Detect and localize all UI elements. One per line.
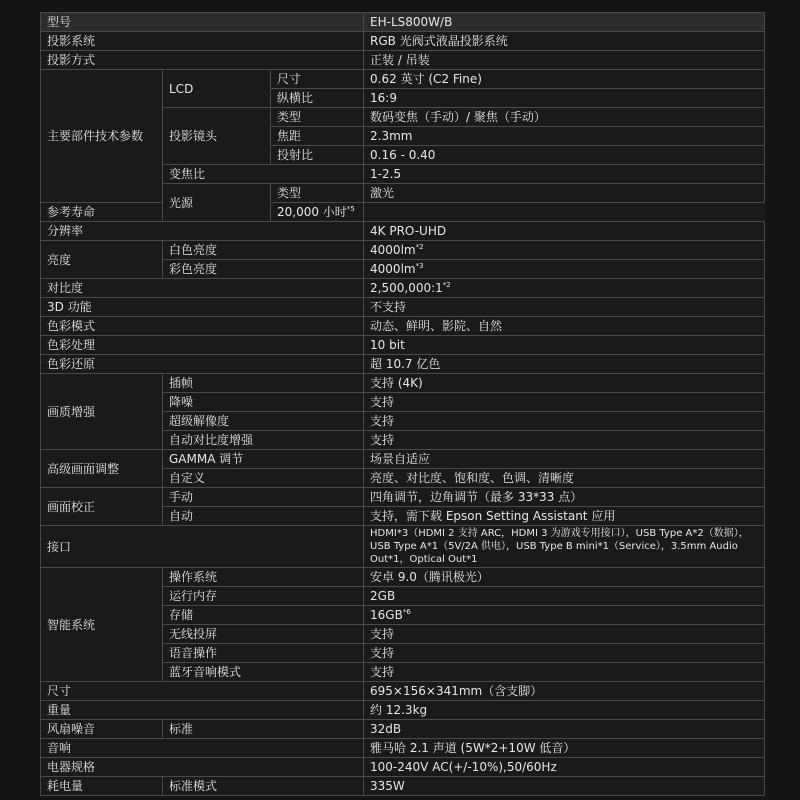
- table-cell: [41, 488, 163, 526]
- table-row: [41, 13, 765, 32]
- cell-text: 激光: [370, 186, 395, 200]
- table-cell: [41, 777, 163, 796]
- cell-text: 投影镜头: [169, 129, 218, 143]
- table-cell: [364, 108, 765, 127]
- table-cell: [41, 32, 364, 51]
- table-cell: [364, 450, 765, 469]
- table-cell: [364, 644, 765, 663]
- table-cell: [364, 625, 765, 644]
- cell-text: 存储: [169, 608, 194, 622]
- cell-text: 分辨率: [47, 224, 84, 238]
- cell-text: 约 12.3kg: [370, 703, 428, 717]
- cell-text: 画面校正: [47, 499, 96, 514]
- cell-text: 色彩处理: [47, 338, 96, 352]
- cell-text: 自定义: [169, 471, 206, 485]
- table-cell: [163, 374, 364, 393]
- table-cell: [364, 241, 765, 260]
- table-row: [41, 203, 765, 222]
- cell-text: GAMMA 调节: [169, 452, 244, 466]
- table-cell: [364, 127, 765, 146]
- cell-text: 变焦比: [169, 167, 206, 181]
- table-cell: [364, 374, 765, 393]
- table-cell: [163, 644, 364, 663]
- table-cell: [163, 469, 364, 488]
- table-row: [41, 279, 765, 298]
- table-cell: [364, 431, 765, 450]
- cell-text: 3D 功能: [47, 300, 92, 314]
- table-cell: [41, 355, 364, 374]
- table-cell: [41, 720, 163, 739]
- footnote-marker: *3: [415, 262, 424, 270]
- cell-text: 类型: [277, 110, 302, 124]
- cell-text: 超级解像度: [169, 414, 230, 428]
- cell-text: 场景自适应: [370, 452, 431, 466]
- cell-text: 16GB: [370, 608, 403, 622]
- cell-text: 支持: [370, 433, 395, 447]
- table-cell: [364, 70, 765, 89]
- cell-text: 16:9: [370, 91, 397, 105]
- cell-text: 20,000 小时: [277, 205, 347, 219]
- table-row: [41, 701, 765, 720]
- table-cell: [364, 184, 765, 203]
- cell-text: RGB 光阀式液晶投影系统: [370, 34, 508, 48]
- table-cell: [163, 431, 364, 450]
- table-row: [41, 241, 765, 260]
- table-cell: [271, 184, 364, 203]
- table-cell: [364, 701, 765, 720]
- footnote-marker: *5: [346, 205, 355, 213]
- cell-text: 335W: [370, 779, 405, 793]
- cell-text: 纵横比: [277, 91, 314, 105]
- cell-text: 主要部件技术参数: [47, 129, 144, 143]
- table-cell: [41, 739, 364, 758]
- cell-text: 自动对比度增强: [169, 433, 254, 447]
- table-cell: [364, 279, 765, 298]
- cell-text: 0.16 - 0.40: [370, 148, 436, 162]
- cell-text: 画质增强: [47, 404, 96, 419]
- table-row: [41, 317, 765, 336]
- table-cell: [364, 663, 765, 682]
- table-cell: [364, 355, 765, 374]
- cell-text: 尺寸: [277, 72, 302, 86]
- cell-text: 尺寸: [47, 684, 72, 698]
- table-cell: [41, 70, 163, 203]
- cell-text: 2,500,000:1: [370, 281, 443, 295]
- cell-text: 4000lm: [370, 262, 416, 276]
- table-cell: [271, 89, 364, 108]
- table-cell: [271, 127, 364, 146]
- table-cell: [271, 146, 364, 165]
- cell-text: 色彩模式: [47, 319, 96, 333]
- table-cell: [41, 317, 364, 336]
- cell-text: 4000lm: [370, 243, 416, 257]
- cell-text: 接口: [47, 539, 72, 554]
- cell-text: 投射比: [277, 148, 314, 162]
- table-cell: [41, 336, 364, 355]
- table-cell: [41, 568, 163, 682]
- cell-text: 正装 / 吊装: [370, 53, 430, 67]
- table-cell: [271, 70, 364, 89]
- table-cell: [41, 450, 163, 488]
- cell-text: 动态、鲜明、影院、自然: [370, 319, 503, 333]
- table-cell: [364, 51, 765, 70]
- table-cell: [364, 507, 765, 526]
- table-cell: [364, 568, 765, 587]
- cell-text: 支持，需下载 Epson Setting Assistant 应用: [370, 509, 616, 523]
- table-cell: [163, 777, 364, 796]
- table-cell: [163, 720, 364, 739]
- table-row: [41, 450, 765, 469]
- table-cell: [364, 13, 765, 32]
- table-row: [41, 222, 765, 241]
- table-row: [41, 32, 765, 51]
- table-cell: [364, 720, 765, 739]
- cell-text: 0.62 英寸 (C2 Fine): [370, 72, 482, 86]
- table-cell: [364, 165, 765, 184]
- table-cell: [364, 758, 765, 777]
- table-cell: [364, 739, 765, 758]
- table-cell: [364, 32, 765, 51]
- cell-text: 2GB: [370, 589, 396, 603]
- table-row: [41, 758, 765, 777]
- cell-text: 4K PRO-UHD: [370, 224, 447, 238]
- footnote-marker: *2: [442, 281, 451, 289]
- cell-text: 数码变焦（手动）/ 聚焦（手动）: [370, 110, 546, 124]
- cell-text: 亮度、对比度、饱和度、色调、清晰度: [370, 471, 575, 485]
- table-cell: [163, 412, 364, 431]
- cell-text: 语音操作: [169, 646, 218, 660]
- table-cell: [41, 222, 364, 241]
- table-cell: [271, 203, 364, 222]
- cell-text: 695×156×341mm（含支脚）: [370, 684, 543, 698]
- table-cell: [364, 488, 765, 507]
- table-cell: [163, 663, 364, 682]
- table-cell: [364, 298, 765, 317]
- table-row: [41, 568, 765, 587]
- table-row: [41, 488, 765, 507]
- table-cell: [163, 241, 364, 260]
- cell-text: 彩色亮度: [169, 262, 218, 276]
- cell-text: 光源: [169, 195, 194, 210]
- table-row: [41, 298, 765, 317]
- cell-text: 对比度: [47, 281, 84, 295]
- cell-text: 重量: [47, 703, 72, 717]
- cell-text: 标准: [169, 722, 194, 736]
- cell-text: 支持: [370, 395, 395, 409]
- table-row: [41, 777, 765, 796]
- cell-text: 运行内存: [169, 589, 218, 603]
- table-cell: [163, 488, 364, 507]
- cell-text: 自动: [169, 509, 194, 523]
- table-cell: [41, 203, 163, 222]
- cell-text: 色彩还原: [47, 357, 96, 371]
- cell-text: 类型: [277, 186, 302, 200]
- table-row: [41, 739, 765, 758]
- cell-text: LCD: [169, 81, 194, 96]
- table-cell: [364, 469, 765, 488]
- table-cell: [364, 222, 765, 241]
- cell-text: 插帧: [169, 376, 194, 390]
- table-cell: [41, 13, 364, 32]
- table-cell: [364, 606, 765, 625]
- cell-text: 标准模式: [169, 779, 218, 793]
- cell-text: 手动: [169, 490, 194, 504]
- table-cell: [163, 70, 271, 108]
- cell-text: HDMI*3（HDMI 2 支持 ARC，HDMI 3 为游戏专用接口），USB Type A*2（数据），USB Type A*1（5V/2A 供电），USB Type B mini*1（Service），3.5mm Audio Out*1，Optical Out*1: [370, 528, 749, 565]
- table-cell: [163, 393, 364, 412]
- table-cell: [163, 260, 364, 279]
- cell-text: 电器规格: [47, 760, 96, 774]
- table-cell: [163, 108, 271, 165]
- table-cell: [163, 625, 364, 644]
- cell-text: 型号: [47, 15, 72, 29]
- cell-text: 10 bit: [370, 338, 405, 352]
- cell-text: 降噪: [169, 395, 194, 409]
- table-row: [41, 526, 765, 568]
- table-cell: [364, 89, 765, 108]
- footnote-marker: *2: [415, 243, 424, 251]
- table-cell: [364, 393, 765, 412]
- table-cell: [364, 260, 765, 279]
- table-row: [41, 720, 765, 739]
- cell-text: 支持: [370, 665, 395, 679]
- cell-text: 投影系统: [47, 34, 96, 48]
- cell-text: 高级画面调整: [47, 461, 120, 476]
- table-row: [41, 682, 765, 701]
- cell-text: 支持: [370, 627, 395, 641]
- spec-table-body: [41, 13, 765, 796]
- table-cell: [364, 336, 765, 355]
- table-cell: [271, 108, 364, 127]
- cell-text: 安卓 9.0（腾讯极光）: [370, 570, 489, 584]
- table-cell: [364, 587, 765, 606]
- cell-text: 亮度: [47, 252, 72, 267]
- cell-text: 支持: [370, 414, 395, 428]
- table-cell: [41, 526, 364, 568]
- table-cell: [41, 298, 364, 317]
- table-cell: [163, 184, 271, 222]
- table-row: [41, 70, 765, 89]
- cell-text: 操作系统: [169, 570, 218, 584]
- table-cell: [41, 758, 364, 777]
- table-cell: [364, 317, 765, 336]
- cell-text: 智能系统: [47, 617, 96, 632]
- table-cell: [163, 165, 364, 184]
- table-row: [41, 355, 765, 374]
- cell-text: 32dB: [370, 722, 402, 736]
- footnote-marker: *6: [402, 608, 411, 616]
- spec-table: [40, 12, 765, 796]
- table-cell: [364, 526, 765, 568]
- table-cell: [41, 701, 364, 720]
- cell-text: 耗电量: [47, 779, 84, 793]
- cell-text: 音响: [47, 741, 72, 755]
- table-cell: [41, 374, 163, 450]
- table-cell: [41, 682, 364, 701]
- table-cell: [41, 51, 364, 70]
- cell-text: 不支持: [370, 300, 407, 314]
- cell-text: 风扇噪音: [47, 722, 96, 736]
- table-cell: [163, 606, 364, 625]
- cell-text: 超 10.7 亿色: [370, 357, 441, 371]
- table-row: [41, 374, 765, 393]
- cell-text: 焦距: [277, 129, 302, 143]
- cell-text: EH-LS800W/B: [370, 15, 453, 29]
- cell-text: 白色亮度: [169, 243, 218, 257]
- table-cell: [364, 146, 765, 165]
- cell-text: 雅马哈 2.1 声道 (5W*2+10W 低音）: [370, 741, 576, 755]
- cell-text: 参考寿命: [47, 205, 96, 219]
- table-cell: [364, 682, 765, 701]
- cell-text: 四角调节，边角调节（最多 33*33 点）: [370, 490, 583, 504]
- cell-text: 无线投屏: [169, 627, 218, 641]
- table-cell: [163, 507, 364, 526]
- table-cell: [163, 568, 364, 587]
- table-cell: [41, 241, 163, 279]
- table-cell: [163, 587, 364, 606]
- cell-text: 支持 (4K): [370, 376, 423, 390]
- table-cell: [364, 777, 765, 796]
- cell-text: 投影方式: [47, 53, 96, 67]
- cell-text: 2.3mm: [370, 129, 413, 143]
- cell-text: 1-2.5: [370, 167, 402, 181]
- table-cell: [364, 412, 765, 431]
- cell-text: 蓝牙音响模式: [169, 665, 242, 679]
- table-cell: [163, 450, 364, 469]
- table-cell: [41, 279, 364, 298]
- table-row: [41, 336, 765, 355]
- cell-text: 100-240V AC(+/-10%),50/60Hz: [370, 760, 557, 774]
- cell-text: 支持: [370, 646, 395, 660]
- table-row: [41, 51, 765, 70]
